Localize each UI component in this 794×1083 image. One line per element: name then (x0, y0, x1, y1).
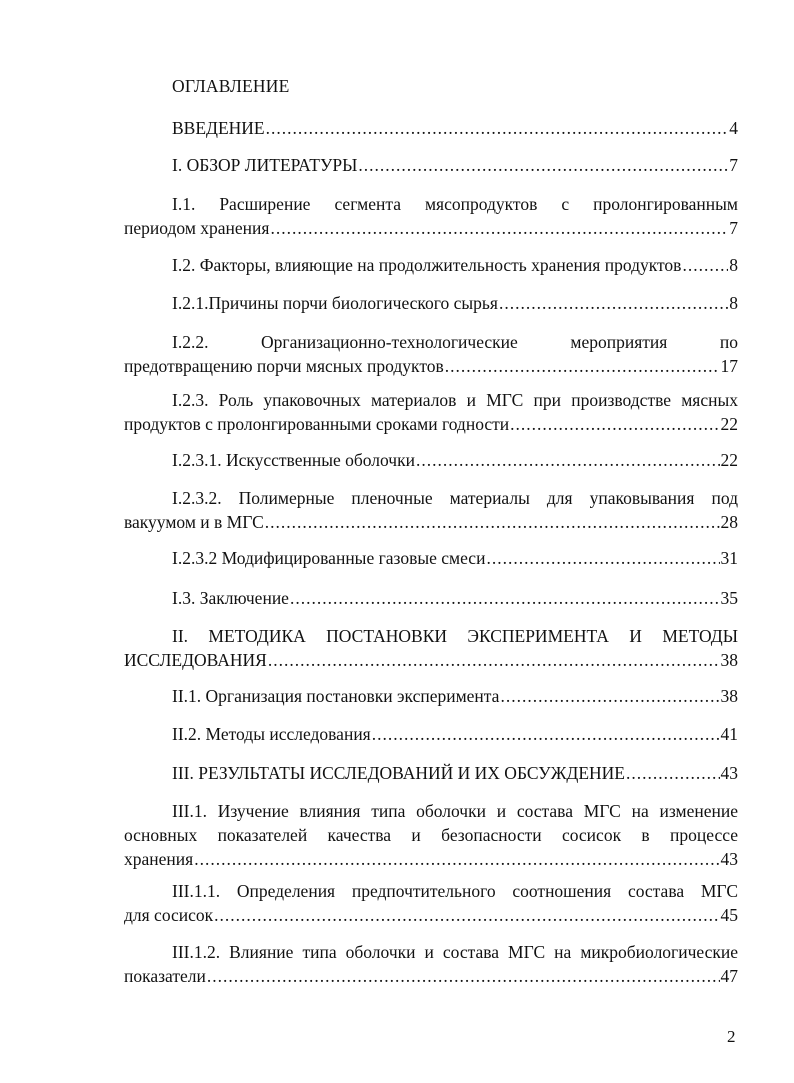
toc-leader-dots (499, 291, 728, 315)
toc-entry-page: 8 (729, 255, 738, 275)
toc-leader-dots (358, 153, 728, 177)
toc-entry-label: I.2. Факторы, влияющие на продолжительность хранения продуктов (172, 255, 682, 275)
toc-entry (124, 253, 738, 277)
toc-entry (124, 192, 738, 240)
toc-entry-label: ВВЕДЕНИЕ (172, 118, 265, 138)
toc-entry-label: I.2.1.Причины порчи биологического сырья (172, 293, 498, 313)
toc-entry-label-line2: предотвращению порчи мясных продуктов (124, 356, 444, 376)
toc-entry-label: II.2. Методы исследования (172, 724, 371, 744)
toc-entry-label-line1: I.2.3.2. Полимерные пленочные материалы для упаковывания под (172, 488, 738, 508)
toc-entry (124, 722, 738, 746)
toc-entry-label-line2: периодом хранения (124, 218, 270, 238)
toc-entry-label: III. РЕЗУЛЬТАТЫ ИССЛЕДОВАНИЙ И ИХ ОБСУЖДЕНИЕ (172, 763, 625, 783)
toc-entry-page: 38 (720, 686, 738, 706)
toc-leader-dots (445, 354, 720, 378)
toc-entry (124, 684, 738, 708)
toc-entry-page: 7 (729, 155, 738, 175)
toc-entry-page: 41 (720, 724, 738, 744)
toc-entry-page: 38 (720, 650, 738, 670)
page-number: 2 (727, 1027, 736, 1046)
toc-entry-page: 43 (720, 763, 738, 783)
toc-leader-dots (214, 903, 719, 927)
toc-leader-dots (268, 648, 720, 672)
toc-entry-label-line1: III.1. Изучение влияния типа оболочки и состава МГС на изменение (172, 801, 738, 821)
toc-entry-page: 8 (729, 293, 738, 313)
toc-entry (124, 624, 738, 672)
toc-leader-dots (500, 684, 719, 708)
toc-leader-dots (266, 116, 729, 140)
toc-entry (124, 291, 738, 315)
toc-entry (124, 448, 738, 472)
toc-entry-label-line2: вакуумом и в МГС (124, 512, 264, 532)
toc-entry-label-line1: III.1.2. Влияние типа оболочки и состава МГС на микробиологические (172, 942, 738, 962)
toc-entry (124, 116, 738, 140)
toc-entry-page: 22 (720, 414, 738, 434)
toc-leader-dots (270, 216, 728, 240)
toc-entry (124, 879, 738, 927)
toc-entry-page: 47 (720, 966, 738, 986)
toc-entry-label-line2: ИССЛЕДОВАНИЯ (124, 650, 267, 670)
toc-leader-dots (486, 546, 719, 570)
toc-entry (124, 330, 738, 378)
toc-leader-dots (194, 847, 719, 871)
toc-entry-label-line2: для сосисок (124, 905, 214, 925)
toc-entry-label: I.3. Заключение (172, 588, 289, 608)
toc-entry-label-line1: I.1. Расширение сегмента мясопродуктов с пролонгированным (172, 194, 738, 214)
toc-entry-label-line1: I.2.2. Организационно-технологические мероприятия по (172, 332, 738, 352)
toc-leader-dots (416, 448, 720, 472)
toc-entry-label-line2: показатели (124, 966, 206, 986)
toc-entry-label-line2: продуктов с пролонгированными сроками годности (124, 414, 510, 434)
toc-entry (124, 761, 738, 785)
toc-leader-dots (290, 586, 720, 610)
toc-entry (124, 799, 738, 871)
toc-entry-page: 31 (720, 548, 738, 568)
toc-leader-dots (207, 964, 720, 988)
toc-entry (124, 546, 738, 570)
toc-entry-label: I. ОБЗОР ЛИТЕРАТУРЫ (172, 155, 358, 175)
toc-leader-dots (510, 412, 719, 436)
toc-entry-label-line1: III.1.1. Определения предпочтительного соотношения состава МГС (172, 881, 738, 901)
toc-entry-label-line1: II. МЕТОДИКА ПОСТАНОВКИ ЭКСПЕРИМЕНТА И МЕТОДЫ (172, 626, 738, 646)
toc-entry (124, 388, 738, 436)
toc-entry-label-line2: основных показателей качества и безопасности сосисок в процессе (124, 825, 738, 845)
toc-leader-dots (372, 722, 720, 746)
toc-leader-dots (682, 253, 728, 277)
toc-entry (124, 153, 738, 177)
toc-entry-label: II.1. Организация постановки эксперимента (172, 686, 500, 706)
toc-entry (124, 486, 738, 534)
toc-entry-page: 35 (720, 588, 738, 608)
toc-entry (124, 586, 738, 610)
toc-entry-page: 28 (720, 512, 738, 532)
toc-entry-label: I.2.3.1. Искусственные оболочки (172, 450, 415, 470)
toc-title: ОГЛАВЛЕНИЕ (172, 76, 290, 96)
toc-entry-page: 22 (720, 450, 738, 470)
toc-entry-page: 43 (720, 849, 738, 869)
toc-entry-label-line1: I.2.3. Роль упаковочных материалов и МГС при производстве мясных (172, 390, 738, 410)
toc-leader-dots (626, 761, 720, 785)
toc-entry-page: 45 (720, 905, 738, 925)
toc-entry-label-line3: хранения (124, 849, 194, 869)
toc-leader-dots (265, 510, 720, 534)
toc-entry-page: 17 (720, 356, 738, 376)
toc-entry (124, 940, 738, 988)
toc-entry-page: 7 (729, 218, 738, 238)
toc-entry-label: I.2.3.2 Модифицированные газовые смеси (172, 548, 486, 568)
toc-entry-page: 4 (729, 118, 738, 138)
